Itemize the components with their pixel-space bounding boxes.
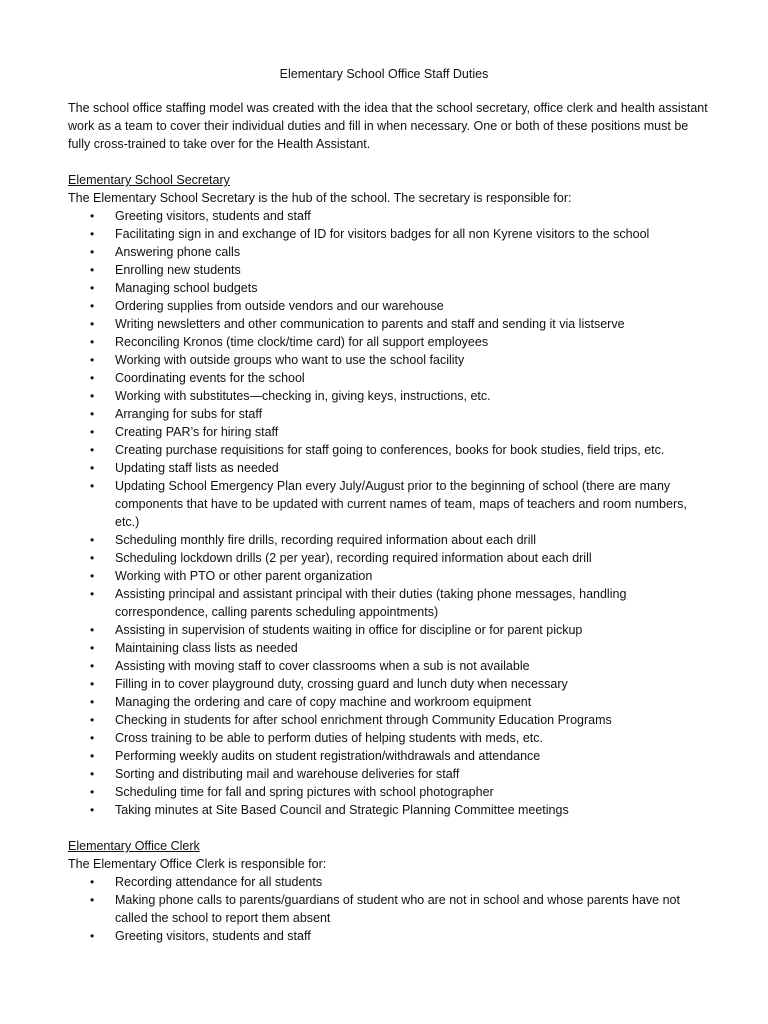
duty-text: Maintaining class lists as needed [115,641,298,655]
duty-item [90,477,708,531]
duty-text: Ordering supplies from outside vendors and our warehouse [115,299,444,313]
duty-text: Checking in students for after school enrichment through Community Education Programs [115,713,612,727]
duty-text: Assisting in supervision of students waiting in office for discipline or for parent pickup [115,623,583,637]
bullet-icon: • [90,623,95,637]
bullet-icon: • [90,893,95,907]
clerk-lead: The Elementary Office Clerk is responsible for: [68,857,327,871]
duty-item [90,747,708,765]
duty-text: Reconciling Kronos (time clock/time card) for all support employees [115,335,489,349]
duty-text: Working with substitutes—checking in, giving keys, instructions, etc. [115,389,491,403]
duty-text: Scheduling lockdown drills (2 per year), recording required information about each drill [115,551,592,565]
bullet-icon: • [90,587,95,601]
duty-text: Working with outside groups who want to use the school facility [115,353,465,367]
bullet-icon: • [90,245,95,259]
bullet-icon: • [90,479,95,493]
duty-item [90,621,708,639]
duty-text: Assisting principal and assistant principal with their duties (taking phone messages, handling correspondence, calling parents scheduling appointments) [115,587,627,619]
duty-item [90,243,708,261]
duty-text: Performing weekly audits on student registration/withdrawals and attendance [115,749,541,763]
duty-item [90,549,708,567]
duty-item [90,711,708,729]
duty-item [90,873,708,891]
duty-item [90,693,708,711]
duty-text: Creating PAR’s for hiring staff [115,425,279,439]
bullet-icon: • [90,713,95,727]
bullet-icon: • [90,695,95,709]
intro-paragraph: The school office staffing model was created with the idea that the school secretary, office clerk and health assistant work as a team to cover their individual duties and fill in when necessary. One or both of these positions must be fully cross-trained to take over for the Health Assistant. [68,101,708,151]
bullet-icon: • [90,371,95,385]
bullet-icon: • [90,389,95,403]
duty-item [90,531,708,549]
secretary-duty-list [68,207,708,819]
duty-item [90,405,708,423]
duty-item [90,729,708,747]
duty-item [90,333,708,351]
duty-text: Facilitating sign in and exchange of ID for visitors badges for all non Kyrene visitors to the school [115,227,650,241]
bullet-icon: • [90,569,95,583]
duty-text: Answering phone calls [115,245,241,259]
duty-item [90,387,708,405]
duty-text: Recording attendance for all students [115,875,323,889]
duty-item [90,261,708,279]
bullet-icon: • [90,641,95,655]
bullet-icon: • [90,929,95,943]
duty-item [90,801,708,819]
duty-item [90,927,708,945]
duty-item [90,423,708,441]
document-title: Elementary School Office Staff Duties [279,67,489,81]
duty-text: Coordinating events for the school [115,371,305,385]
duty-text: Sorting and distributing mail and warehouse deliveries for staff [115,767,460,781]
duty-text: Scheduling time for fall and spring pictures with school photographer [115,785,494,799]
duty-item [90,315,708,333]
duty-text: Greeting visitors, students and staff [115,209,311,223]
bullet-icon: • [90,533,95,547]
duty-text: Taking minutes at Site Based Council and Strategic Planning Committee meetings [115,803,569,817]
duty-item [90,765,708,783]
duty-item [90,441,708,459]
duty-text: Arranging for subs for staff [115,407,263,421]
bullet-icon: • [90,227,95,241]
bullet-icon: • [90,659,95,673]
bullet-icon: • [90,767,95,781]
duty-item [90,585,708,621]
duty-item [90,279,708,297]
bullet-icon: • [90,803,95,817]
bullet-icon: • [90,425,95,439]
duty-item [90,459,708,477]
bullet-icon: • [90,677,95,691]
bullet-icon: • [90,875,95,889]
duty-text: Scheduling monthly fire drills, recording required information about each drill [115,533,537,547]
bullet-icon: • [90,731,95,745]
duty-text: Greeting visitors, students and staff [115,929,311,943]
duty-item [90,369,708,387]
bullet-icon: • [90,209,95,223]
clerk-section [68,837,708,945]
duty-item [90,657,708,675]
bullet-icon: • [90,443,95,457]
bullet-icon: • [90,551,95,565]
duty-item [90,891,708,927]
bullet-icon: • [90,749,95,763]
duty-text: Writing newsletters and other communication to parents and staff and sending it via listserve [115,317,625,331]
duty-item [90,207,708,225]
duty-item [90,675,708,693]
duty-text: Managing school budgets [115,281,258,295]
duty-text: Assisting with moving staff to cover classrooms when a sub is not available [115,659,530,673]
duty-item [90,567,708,585]
bullet-icon: • [90,335,95,349]
duty-text: Making phone calls to parents/guardians of student who are not in school and whose parents have not called the school to report them absent [115,893,680,925]
clerk-heading: Elementary Office Clerk [68,839,200,853]
bullet-icon: • [90,263,95,277]
duty-item [90,225,708,243]
secretary-section [68,171,708,819]
duty-item [90,639,708,657]
duty-text: Working with PTO or other parent organization [115,569,373,583]
duty-text: Updating staff lists as needed [115,461,279,475]
bullet-icon: • [90,281,95,295]
duty-text: Updating School Emergency Plan every July/August prior to the beginning of school (there are many components that have to be updated with current names of team, maps of teachers and room numbers, etc.) [115,479,687,529]
secretary-heading: Elementary School Secretary [68,173,230,187]
bullet-icon: • [90,353,95,367]
duty-text: Enrolling new students [115,263,241,277]
duty-item [90,351,708,369]
bullet-icon: • [90,317,95,331]
secretary-lead: The Elementary School Secretary is the hub of the school. The secretary is responsible for: [68,191,572,205]
duty-text: Filling in to cover playground duty, crossing guard and lunch duty when necessary [115,677,568,691]
duty-text: Cross training to be able to perform duties of helping students with meds, etc. [115,731,544,745]
bullet-icon: • [90,299,95,313]
clerk-duty-list [68,873,708,945]
duty-text: Managing the ordering and care of copy machine and workroom equipment [115,695,532,709]
duty-text: Creating purchase requisitions for staff going to conferences, books for book studies, field trips, etc. [115,443,665,457]
duty-item [90,783,708,801]
bullet-icon: • [90,785,95,799]
bullet-icon: • [90,407,95,421]
duty-item [90,297,708,315]
bullet-icon: • [90,461,95,475]
